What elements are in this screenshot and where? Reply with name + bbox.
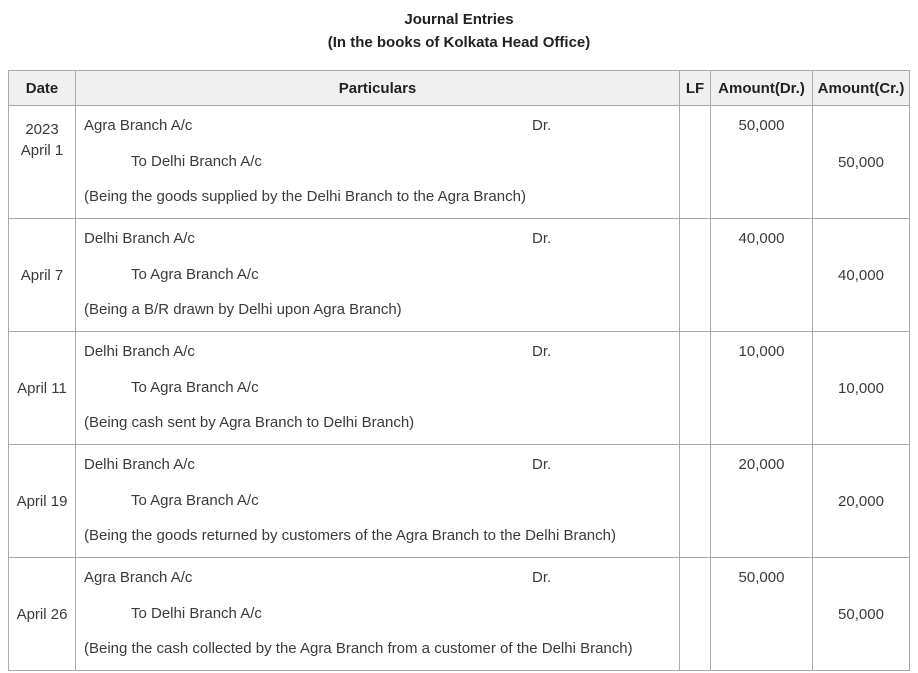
amount-cr-value: 40,000 [838,266,884,284]
page-header [0,0,918,52]
date-text: April 1 [20,142,64,159]
narration-text: (Being the goods supplied by the Delhi Branch to the Agra Branch) [84,188,526,205]
amount-dr-value: 50,000 [711,558,813,670]
debit-line [84,341,671,362]
credit-account-label: To Agra Branch A/c [131,378,259,396]
narration-text: (Being the cash collected by the Agra Branch from a customer of the Delhi Branch) [84,640,633,657]
date-cell [9,219,76,331]
lf-cell [680,332,711,444]
journal-row [9,106,909,219]
narration-text: (Being the goods returned by customers of the Agra Branch to the Delhi Branch) [84,527,616,544]
dr-label: Dr. [532,569,552,586]
date-text: April 11 [17,379,67,397]
journal-row [9,445,909,558]
amount-dr-value: 20,000 [711,445,813,557]
header-lf: LF [680,71,711,105]
amount-cr-value: 10,000 [838,379,884,397]
particulars-cell [76,219,680,331]
date-text: April 7 [20,266,64,284]
debit-line [84,454,671,475]
journal-row [9,558,909,670]
date-text: April 19 [16,492,68,510]
debit-line [84,567,671,588]
dr-label: Dr. [532,456,552,473]
credit-account-label: To Agra Branch A/c [131,491,259,509]
amount-cr-value: 50,000 [838,153,884,171]
journal-table-body [9,106,909,670]
narration-text: (Being cash sent by Agra Branch to Delhi Branch) [84,414,415,431]
page-subtitle: (In the books of Kolkata Head Office) [327,34,591,51]
lf-cell [680,106,711,218]
date-text: 2023 [25,121,59,138]
particulars-cell [76,332,680,444]
date-cell [9,445,76,557]
dr-label: Dr. [532,117,552,134]
debit-account-label: Agra Branch A/c [84,117,193,134]
amount-cr-value: 50,000 [838,605,884,623]
journal-row [9,332,909,445]
debit-account-label: Delhi Branch A/c [84,456,195,473]
narration-text: (Being a B/R drawn by Delhi upon Agra Branch) [84,301,402,318]
amount-dr-value: 10,000 [711,332,813,444]
date-cell [9,332,76,444]
amount-cr-value: 20,000 [838,492,884,510]
debit-line [84,115,671,136]
header-amount-cr: Amount(Cr.) [813,71,909,105]
debit-account-label: Delhi Branch A/c [84,230,195,247]
date-cell [9,106,76,218]
header-particulars: Particulars [76,71,680,105]
header-date: Date [9,71,76,105]
credit-account-label: To Delhi Branch A/c [131,604,262,622]
journal-row [9,219,909,332]
amount-dr-value: 50,000 [711,106,813,218]
lf-cell [680,558,711,670]
particulars-cell [76,558,680,670]
lf-cell [680,219,711,331]
debit-line [84,228,671,249]
credit-account-label: To Agra Branch A/c [131,265,259,283]
lf-cell [680,445,711,557]
journal-table [8,70,910,671]
debit-account-label: Agra Branch A/c [84,569,193,586]
particulars-cell [76,445,680,557]
debit-account-label: Delhi Branch A/c [84,343,195,360]
dr-label: Dr. [532,343,552,360]
particulars-cell [76,106,680,218]
credit-account-label: To Delhi Branch A/c [131,152,262,170]
date-cell [9,558,76,670]
amount-dr-value: 40,000 [711,219,813,331]
date-text: April 26 [16,605,68,623]
page-title: Journal Entries [404,11,514,28]
header-amount-dr: Amount(Dr.) [711,71,813,105]
table-header-row [9,71,909,106]
dr-label: Dr. [532,230,552,247]
